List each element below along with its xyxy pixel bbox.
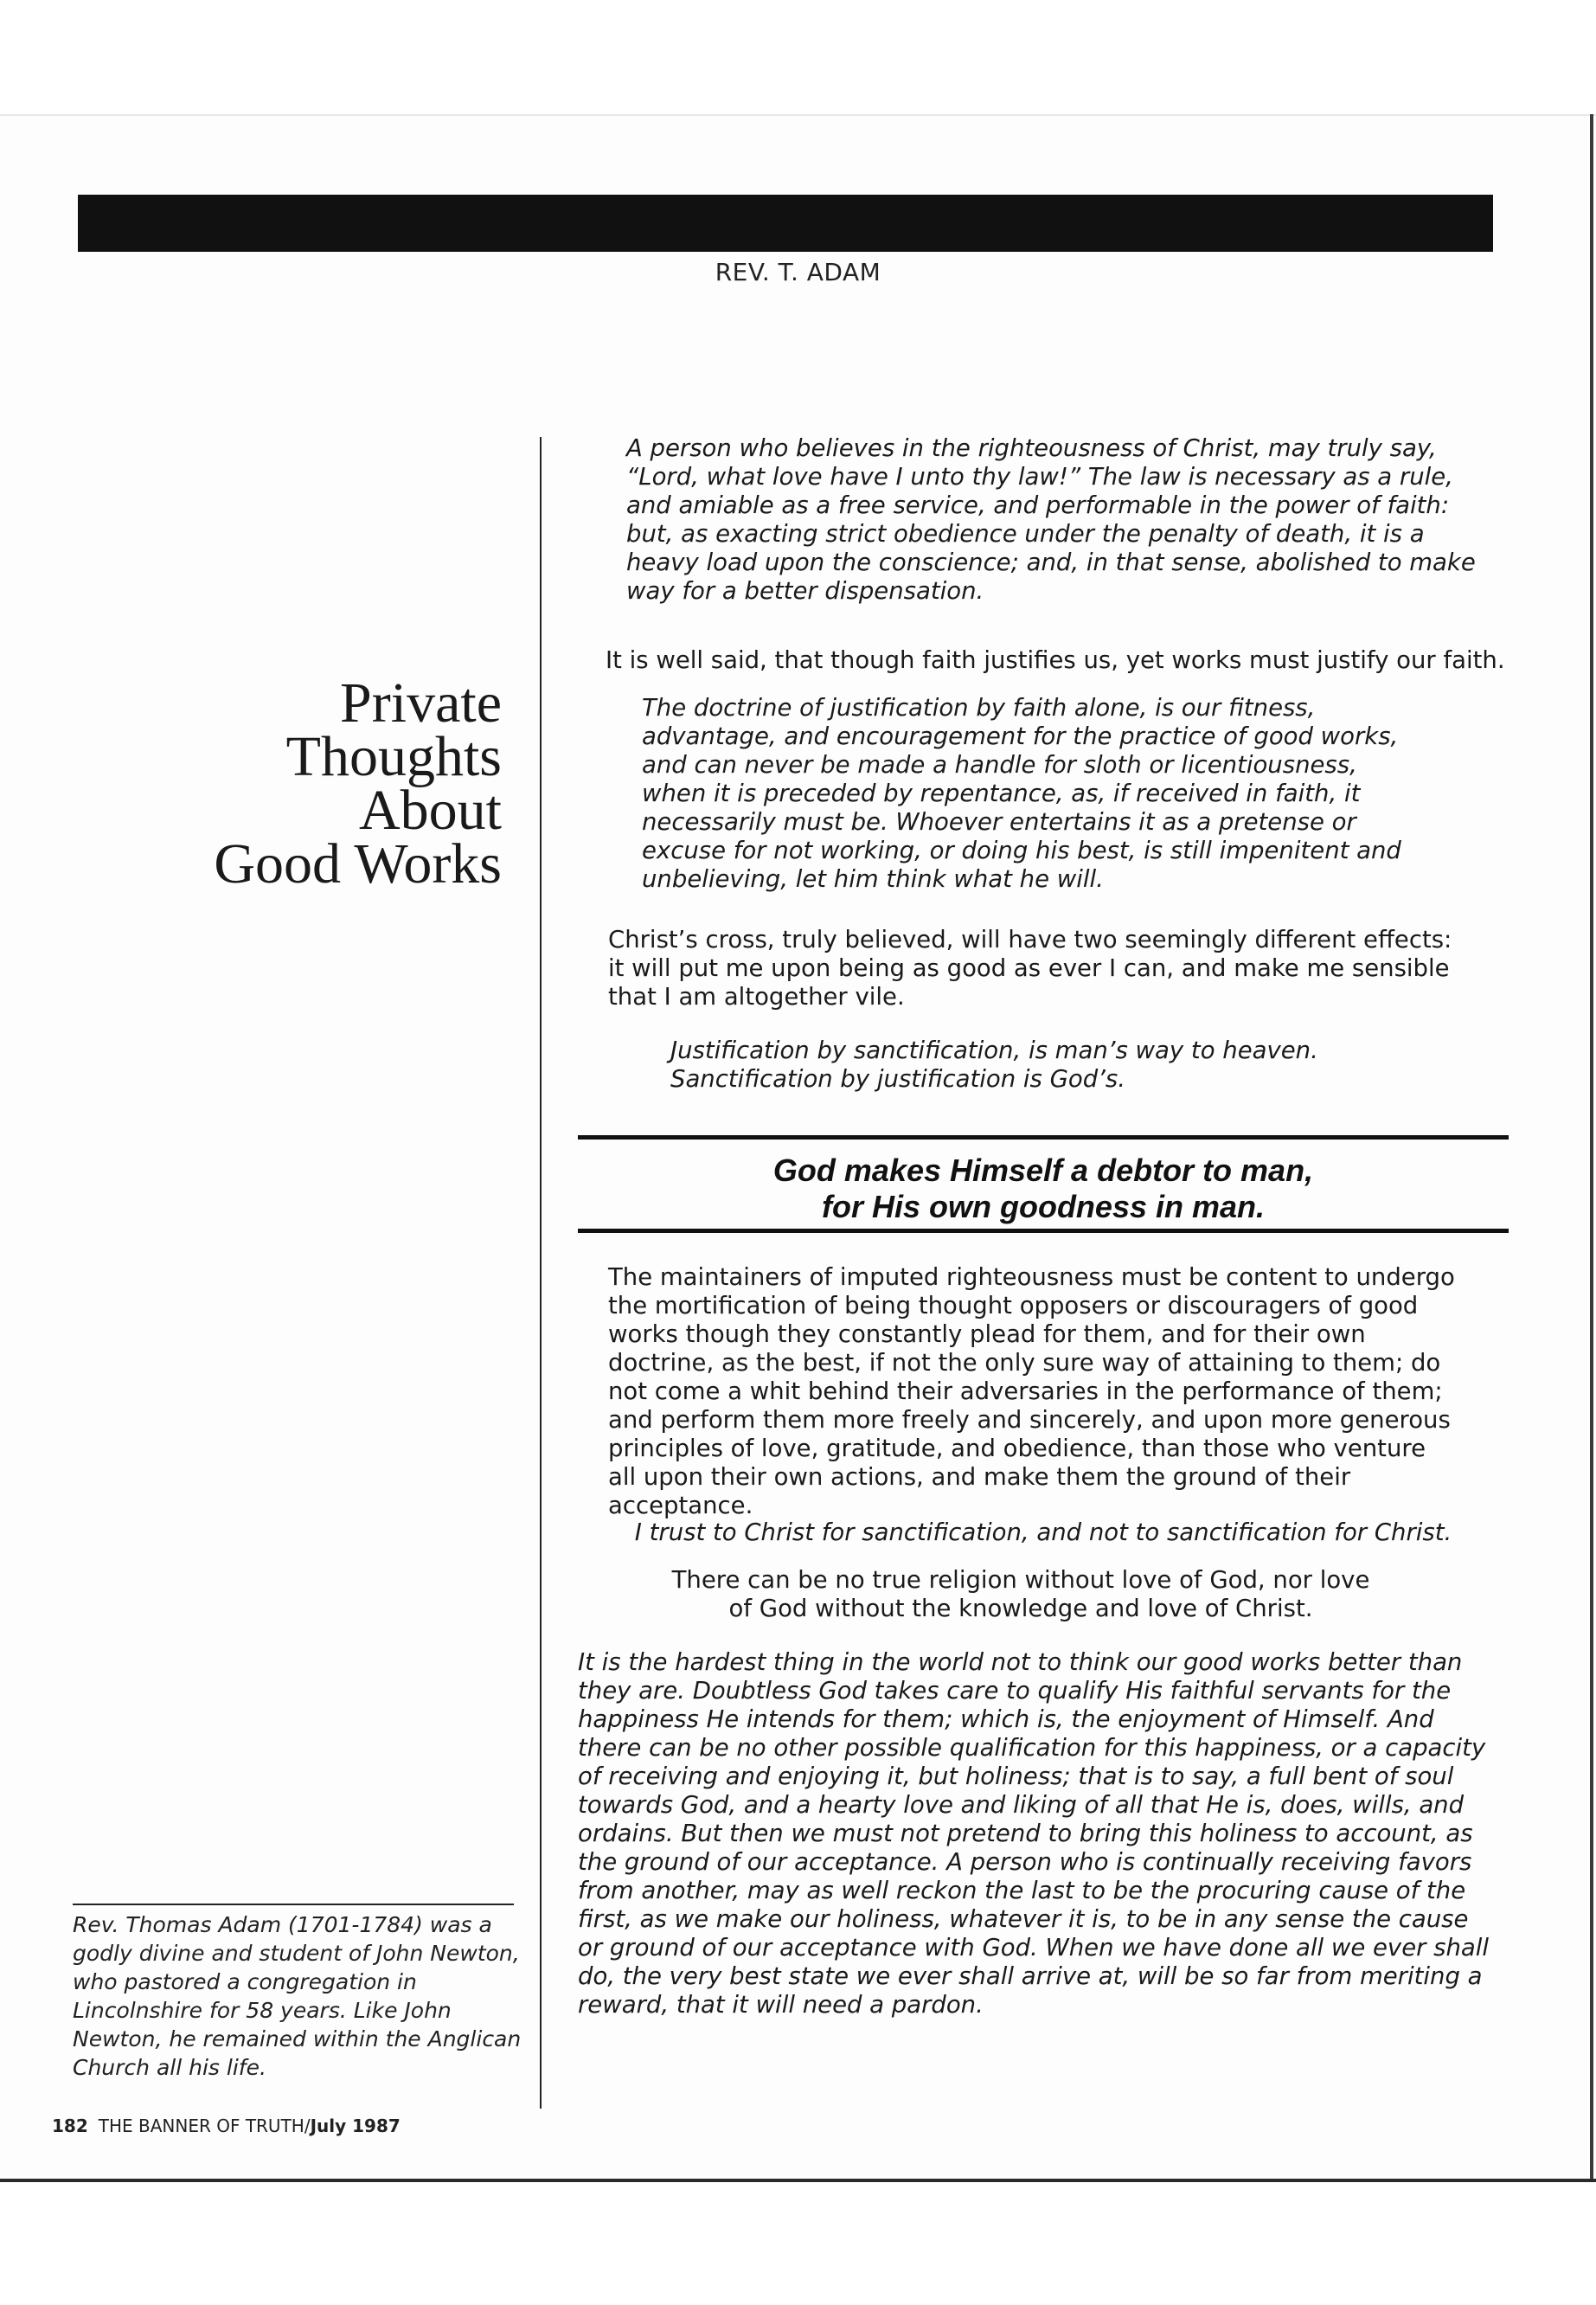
title-line: Private [340, 671, 502, 735]
paragraph-8: There can be no true religion without love of God, nor love of God without the knowledge and love of Christ. [671, 1566, 1370, 1622]
title-line: Good Works [214, 832, 502, 896]
pull-quote-line: for His own goodness in man. [821, 1189, 1266, 1224]
paragraph-4: Christ’s cross, truly believed, will have two seemingly different effects: it will put me upon being as good as ever I can, and make me sensible that I am altogether vile. [608, 926, 1452, 1011]
page-edge [1590, 114, 1593, 2179]
paragraph-6: The maintainers of imputed righteousness must be content to undergo the mortification of being thought opposers or discouragers of good works though they constantly plead for them, and for their own doctrine, as the best, if not the only sure way of attaining to them; do not come a whit behind their adversaries in the performance of them; and perform them more freely and sincerely, and upon more generous principles of love, gratitude, and obedience, than those who venture all upon their own actions, and make them the ground of their acceptance. [608, 1263, 1455, 1519]
author-bio: Rev. Thomas Adam (1701-1784) was a godly divine and student of John Newton, who pastored a congregation in Lincolnshire for 58 years. Like John Newton, he remained within the Anglican Church all his life. [73, 1912, 522, 2080]
column-divider [540, 437, 542, 2109]
publication-name: THE BANNER OF TRUTH/ [98, 2116, 311, 2136]
paragraph-7: I trust to Christ for sanctification, and not to sanctification for Christ. [634, 1518, 1452, 1546]
scan-margin-top [0, 0, 1596, 116]
bio-rule [73, 1904, 514, 1905]
paragraph-2: It is well said, that though faith justifies us, yet works must justify our faith. [606, 646, 1505, 674]
author-heading: REV. T. ADAM [715, 258, 881, 286]
paragraph-3: The doctrine of justification by faith alone, is our fitness, advantage, and encouragement for the practice of good works, and can never be made a handle for sloth or licentiousness, when it is preceded by repentance, as, if received in faith, it necessarily must be. Whoever entertains it as a pretense or excuse for not working, or doing his best, is still impenitent and unbelieving, let him think what he will. [642, 694, 1401, 893]
pull-quote [578, 1152, 1509, 1225]
scan-margin-bottom [0, 2179, 1596, 2305]
pull-quote-rule-bottom [578, 1229, 1509, 1233]
paragraph-1: A person who believes in the righteousness of Christ, may truly say, “Lord, what love have I unto thy law!” The law is necessary as a rule, and amiable as a free service, and performable in the power of faith: but, as exacting strict obedience under the penalty of death, it is a heavy load upon the conscience; and, in that sense, abolished to make way for a better dispensation. [626, 434, 1476, 605]
article-title [130, 671, 502, 896]
page-number: 182 [52, 2116, 88, 2136]
header-bar [78, 195, 1493, 252]
paragraph-5: Justification by sanctification, is man’s way to heaven. Sanctification by justification is God’s. [670, 1037, 1318, 1093]
paragraph-9: It is the hardest thing in the world not to think our good works better than they are. Doubtless God takes care to qualify His faithful servants for the happiness He intends for them; which is, the enjoyment of Himself. And there can be no other possible qualification for this happiness, or a capacity of receiving and enjoying it, but holiness; that is to say, a full bent of soul towards God, and a hearty love and liking of all that He is, does, wills, and ordains. But then we must not pretend to bring this holiness to account, as the ground of our acceptance. A person who is continually receiving favors from another, may as well reckon the last to be the procuring cause of the first, as we make our holiness, whatever it is, to be in any sense the cause or ground of our acceptance with God. When we have done all we ever shall do, the very best state we ever shall arrive at, will be so far from meriting a reward, that it will need a pardon. [578, 1648, 1490, 2019]
title-line: Thoughts [285, 725, 502, 788]
issue-date: July 1987 [310, 2116, 401, 2136]
pull-quote-line: God makes Himself a debtor to man, [772, 1152, 1314, 1188]
pull-quote-rule-top [578, 1135, 1509, 1140]
page-footer [52, 2116, 401, 2136]
title-line: About [359, 779, 502, 842]
